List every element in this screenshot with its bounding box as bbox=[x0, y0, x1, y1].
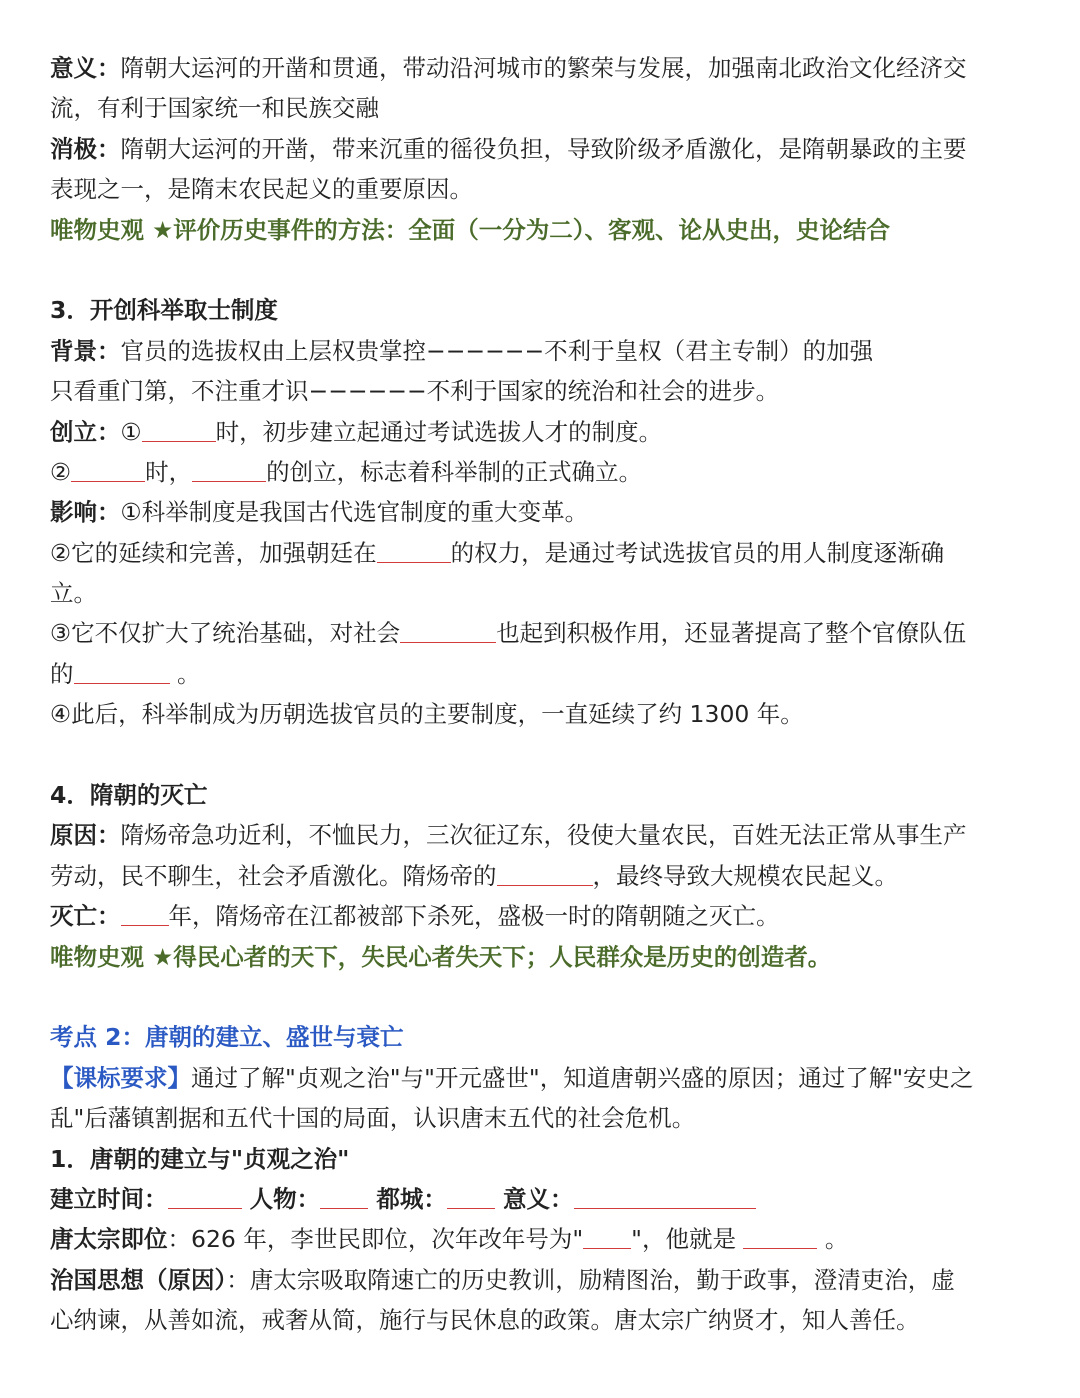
text: ：626 年，李世民即位，次年改年号为" bbox=[167, 1225, 584, 1254]
fill-in-blank bbox=[71, 455, 145, 482]
document-page bbox=[50, 48, 1040, 1341]
label-influence: 影响： bbox=[50, 498, 121, 527]
text: 流，有利于国家统一和民族交融 bbox=[50, 94, 379, 123]
exam-point-heading: 考点 2：唐朝的建立、盛世与衰亡 bbox=[50, 1023, 404, 1052]
text: ，最终导致大规模农民起义。 bbox=[592, 861, 898, 890]
text: 隋朝大运河的开凿，带来沉重的徭役负担，导致阶级矛盾激化，是隋朝暴政的主要 bbox=[120, 134, 967, 163]
label-person: 人物： bbox=[241, 1184, 321, 1213]
fill-in-blank bbox=[400, 616, 496, 643]
fill-in-blank bbox=[74, 657, 170, 684]
fill-in-blank bbox=[574, 1182, 756, 1209]
text: 的权力，是通过考试选拔官员的用人制度逐渐确 bbox=[450, 538, 945, 567]
fill-in-blank bbox=[377, 536, 451, 563]
subheading-tang-founding: 1．唐朝的建立与"贞观之治" bbox=[50, 1144, 350, 1173]
line bbox=[50, 613, 1040, 653]
line bbox=[50, 452, 1040, 492]
spacer bbox=[50, 977, 1040, 1017]
line-taizong bbox=[50, 1219, 1040, 1259]
label-background: 背景： bbox=[50, 336, 121, 365]
fill-in-blank bbox=[142, 415, 216, 442]
text: ②它的延续和完善，加强朝廷在 bbox=[50, 538, 377, 567]
fill-in-blank bbox=[320, 1182, 368, 1209]
label-taizong: 唐太宗即位 bbox=[50, 1225, 168, 1254]
label-time: 建立时间： bbox=[50, 1184, 168, 1213]
line-founding bbox=[50, 412, 1040, 452]
line bbox=[50, 1098, 1040, 1138]
line-background bbox=[50, 331, 1040, 371]
label-curriculum: 【课标要求】 bbox=[50, 1063, 191, 1092]
text: 官员的选拔权由上层权贵掌控−−−−−−不利于皇权（君主专制）的加强 bbox=[120, 336, 874, 365]
line bbox=[50, 371, 1040, 411]
section-heading-keju: 3．开创科举取士制度 bbox=[50, 296, 278, 325]
text: ③它不仅扩大了统治基础，对社会 bbox=[50, 619, 401, 648]
text: "，他就是 bbox=[631, 1225, 744, 1254]
line-negative bbox=[50, 129, 1040, 169]
text: 心纳谏，从善如流，戒奢从简，施行与民休息的政策。唐太宗广纳贤才，知人善任。 bbox=[50, 1306, 920, 1335]
line bbox=[50, 1300, 1040, 1340]
line bbox=[50, 533, 1040, 573]
text: 立。 bbox=[50, 579, 97, 608]
line bbox=[50, 856, 1040, 896]
label-significance: 意义： bbox=[50, 54, 121, 82]
line-founding-info bbox=[50, 1179, 1040, 1219]
fill-in-blank bbox=[168, 1182, 242, 1209]
label-governance: 治国思想（原因） bbox=[50, 1265, 227, 1294]
text: ：唐太宗吸取隋速亡的历史教训，励精图治，勤于政事，澄清吏治，虚 bbox=[226, 1265, 955, 1294]
line-influence bbox=[50, 492, 1040, 532]
text: 隋炀帝急功近利，不恤民力，三次征辽东，役使大量农民，百姓无法正常从事生产 bbox=[120, 821, 967, 850]
text: ①科举制度是我国古代选官制度的重大变革。 bbox=[120, 498, 589, 527]
fill-in-blank bbox=[447, 1182, 495, 1209]
label-cause: 原因： bbox=[50, 821, 121, 850]
label-demise: 灭亡： bbox=[50, 902, 121, 931]
fill-in-blank bbox=[583, 1222, 631, 1249]
fill-in-blank bbox=[497, 859, 593, 886]
spacer bbox=[50, 250, 1040, 290]
text: 也起到积极作用，还显著提高了整个官僚队伍 bbox=[496, 619, 967, 648]
text: 劳动，民不聊生，社会矛盾激化。隋炀帝的 bbox=[50, 861, 497, 890]
text: 的 bbox=[50, 659, 74, 688]
line bbox=[50, 169, 1040, 209]
line bbox=[50, 573, 1040, 613]
materialism-note-2: 唯物史观 ★得民心者的天下，失民心者失天下；人民群众是历史的创造者。 bbox=[50, 942, 832, 971]
text: 表现之一，是隋末农民起义的重要原因。 bbox=[50, 175, 473, 204]
line bbox=[50, 88, 1040, 128]
fill-in-blank bbox=[192, 455, 266, 482]
fill-in-blank bbox=[121, 899, 169, 926]
line-cause bbox=[50, 815, 1040, 855]
text: 。 bbox=[169, 659, 201, 688]
line bbox=[50, 694, 1040, 734]
line bbox=[50, 654, 1040, 694]
materialism-note-1: 唯物史观 ★评价历史事件的方法：全面（一分为二）、客观、论从史出，史论结合 bbox=[50, 215, 890, 244]
text: 时， bbox=[145, 457, 193, 486]
label-meaning: 意义： bbox=[494, 1184, 574, 1213]
text: 只看重门第，不注重才识−−−−−−不利于国家的统治和社会的进步。 bbox=[50, 377, 780, 406]
text: ④此后，科举制成为历朝选拔官员的主要制度，一直延续了约 1300 年。 bbox=[50, 700, 804, 729]
text: 时，初步建立起通过考试选拔人才的制度。 bbox=[215, 417, 663, 446]
text: 的创立，标志着科举制的正式确立。 bbox=[266, 457, 643, 486]
line-significance bbox=[50, 48, 1040, 88]
text: 隋朝大运河的开凿和贯通，带动沿河城市的繁荣与发展，加强南北政治文化经济交 bbox=[120, 54, 967, 82]
spacer bbox=[50, 735, 1040, 775]
fill-in-blank bbox=[743, 1222, 817, 1249]
section-heading-sui-fall: 4．隋朝的灭亡 bbox=[50, 781, 208, 810]
text: ① bbox=[120, 417, 142, 446]
label-capital: 都城： bbox=[368, 1184, 447, 1213]
text: 通过了解"贞观之治"与"开元盛世"，知道唐朝兴盛的原因；通过了解"安史之 bbox=[191, 1063, 974, 1092]
line-governance bbox=[50, 1260, 1040, 1300]
line-curriculum bbox=[50, 1058, 1040, 1098]
text: 。 bbox=[817, 1225, 849, 1254]
text: 年，隋炀帝在江都被部下杀死，盛极一时的隋朝随之灭亡。 bbox=[168, 902, 780, 931]
line-demise bbox=[50, 896, 1040, 936]
label-negative: 消极： bbox=[50, 134, 121, 163]
label-founding: 创立： bbox=[50, 417, 121, 446]
text: 乱"后藩镇割据和五代十国的局面，认识唐末五代的社会危机。 bbox=[50, 1104, 696, 1133]
text: ② bbox=[50, 457, 72, 486]
